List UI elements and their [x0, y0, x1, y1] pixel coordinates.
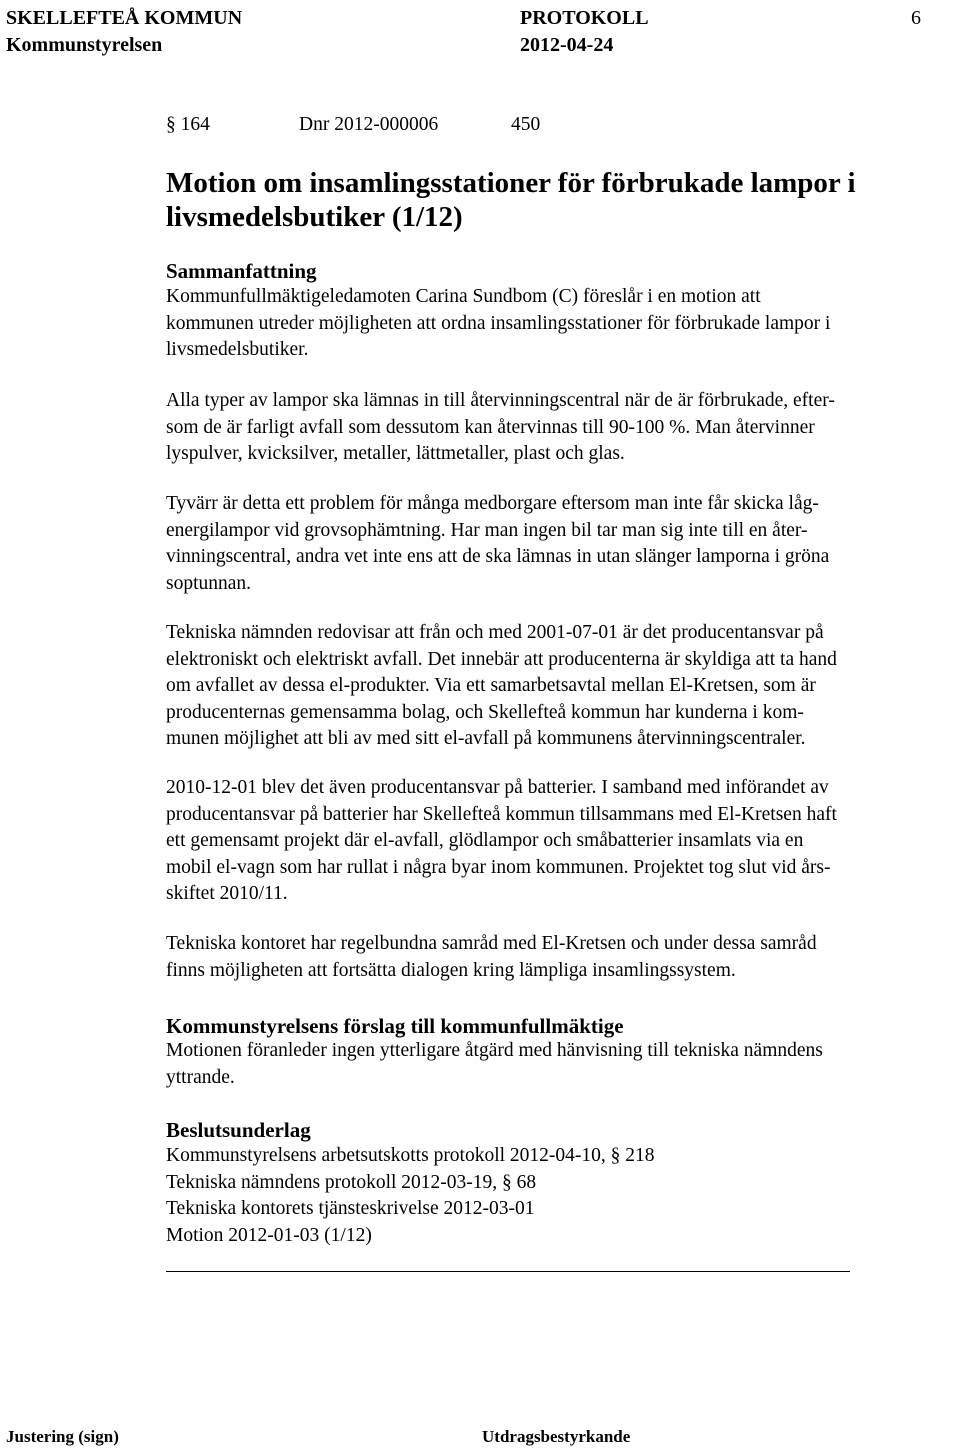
list-item: Kommunstyrelsens arbetsutskotts protokoll 2012-04-10, § 218: [166, 1145, 655, 1166]
summary-paragraph-5: [166, 931, 936, 984]
footer-justering: Justering (sign): [6, 1427, 119, 1446]
text-line: om avfallet av dessa el-produkter. Via ett samarbetsavtal mellan El-Kretsen, som är: [166, 675, 816, 696]
meeting-date: 2012-04-24: [520, 34, 614, 56]
heading-beslutsunderlag: Beslutsunderlag: [166, 1118, 311, 1142]
text-line: finns möjligheten att fortsätta dialogen kring lämpliga insamlingssystem.: [166, 959, 736, 981]
text-line: Tekniska kontoret har regelbundna samråd med El-Kretsen och under dessa samråd: [166, 933, 817, 954]
summary-intro-paragraph: [166, 284, 936, 364]
list-item: Tekniska kontorets tjänsteskrivelse 2012-03-01: [166, 1198, 535, 1219]
summary-paragraph-2: [166, 491, 936, 597]
text-line: skiftet 2010/11.: [166, 883, 288, 904]
closing-rule: [166, 1271, 850, 1272]
heading-forslag: Kommunstyrelsens förslag till kommunfullmäktige: [166, 1014, 624, 1038]
text-line: Motionen föranleder ingen ytterligare åtgärd med hänvisning till tekniska nämndens: [166, 1040, 823, 1061]
title-line-1: Motion om insamlingsstationer för förbrukade lampor i: [166, 167, 856, 199]
text-line: Kommunfullmäktigeledamoten Carina Sundbom (C) föreslår i en motion att: [166, 286, 761, 307]
text-line: yttrande.: [166, 1066, 235, 1088]
text-line: soptunnan.: [166, 572, 252, 594]
document-type: PROTOKOLL: [520, 7, 649, 29]
text-line: Tyvärr är detta ett problem för många medborgare eftersom man inte får skicka låg-: [166, 493, 819, 514]
summary-paragraph-1: [166, 388, 936, 468]
heading-sammanfattning: Sammanfattning: [166, 259, 317, 283]
text-line: producentansvar på batterier har Skellefteå kommun tillsammans med El-Kretsen haft: [166, 803, 837, 825]
beslutsunderlag-list: [166, 1143, 936, 1249]
text-line: ett gemensamt projekt där el-avfall, glödlampor och småbatterier insamlats via en: [166, 830, 804, 851]
section-number: § 164: [166, 114, 210, 135]
text-line: munen möjlighet att bli av med sitt el-avfall på kommunens återvinningscentraler.: [166, 728, 806, 749]
text-line: 2010-12-01 blev det även producentansvar på batterier. I samband med införandet av: [166, 777, 829, 798]
case-code: 450: [511, 114, 541, 135]
text-line: vinningscentral, andra vet inte ens att de ska lämnas in utan slänger lamporna i gröna: [166, 546, 830, 567]
list-item: Tekniska nämndens protokoll 2012-03-19, § 68: [166, 1171, 537, 1193]
summary-paragraph-4: [166, 775, 936, 908]
text-line: mobil el-vagn som har rullat i några byar inom kommunen. Projektet tog slut vid års-: [166, 856, 831, 878]
title-line-2: livsmedelsbutiker (1/12): [166, 201, 463, 233]
text-line: Tekniska nämnden redovisar att från och med 2001-07-01 är det producentansvar på: [166, 622, 824, 643]
text-line: kommunen utreder möjligheten att ordna insamlingsstationer för förbrukade lampor i: [166, 312, 831, 334]
text-line: producenternas gemensamma bolag, och Skellefteå kommun har kunderna i kom-: [166, 701, 804, 723]
forslag-paragraph: [166, 1038, 936, 1091]
summary-paragraph-3: [166, 620, 936, 753]
list-item: Motion 2012-01-03 (1/12): [166, 1224, 372, 1246]
page-number: 6: [911, 7, 921, 29]
body-name: Kommunstyrelsen: [6, 34, 163, 56]
text-line: Alla typer av lampor ska lämnas in till återvinningscentral när de är förbrukade, efter-: [166, 390, 835, 411]
text-line: energilampor vid grovsophämtning. Har man ingen bil tar man sig inte till en åter-: [166, 519, 808, 541]
organization-name: SKELLEFTEÅ KOMMUN: [6, 7, 243, 29]
text-line: elektroniskt och elektriskt avfall. Det innebär att producenterna är skyldiga att ta hand: [166, 648, 837, 670]
footer-utdragsbestyrkande: Utdragsbestyrkande: [482, 1427, 631, 1446]
diary-number: Dnr 2012-000006: [299, 114, 439, 135]
text-line: lyspulver, kvicksilver, metaller, lättmetaller, plast och glas.: [166, 443, 625, 464]
text-line: som de är farligt avfall som dessutom kan återvinnas till 90-100 %. Man återvinner: [166, 416, 815, 438]
text-line: livsmedelsbutiker.: [166, 339, 309, 360]
